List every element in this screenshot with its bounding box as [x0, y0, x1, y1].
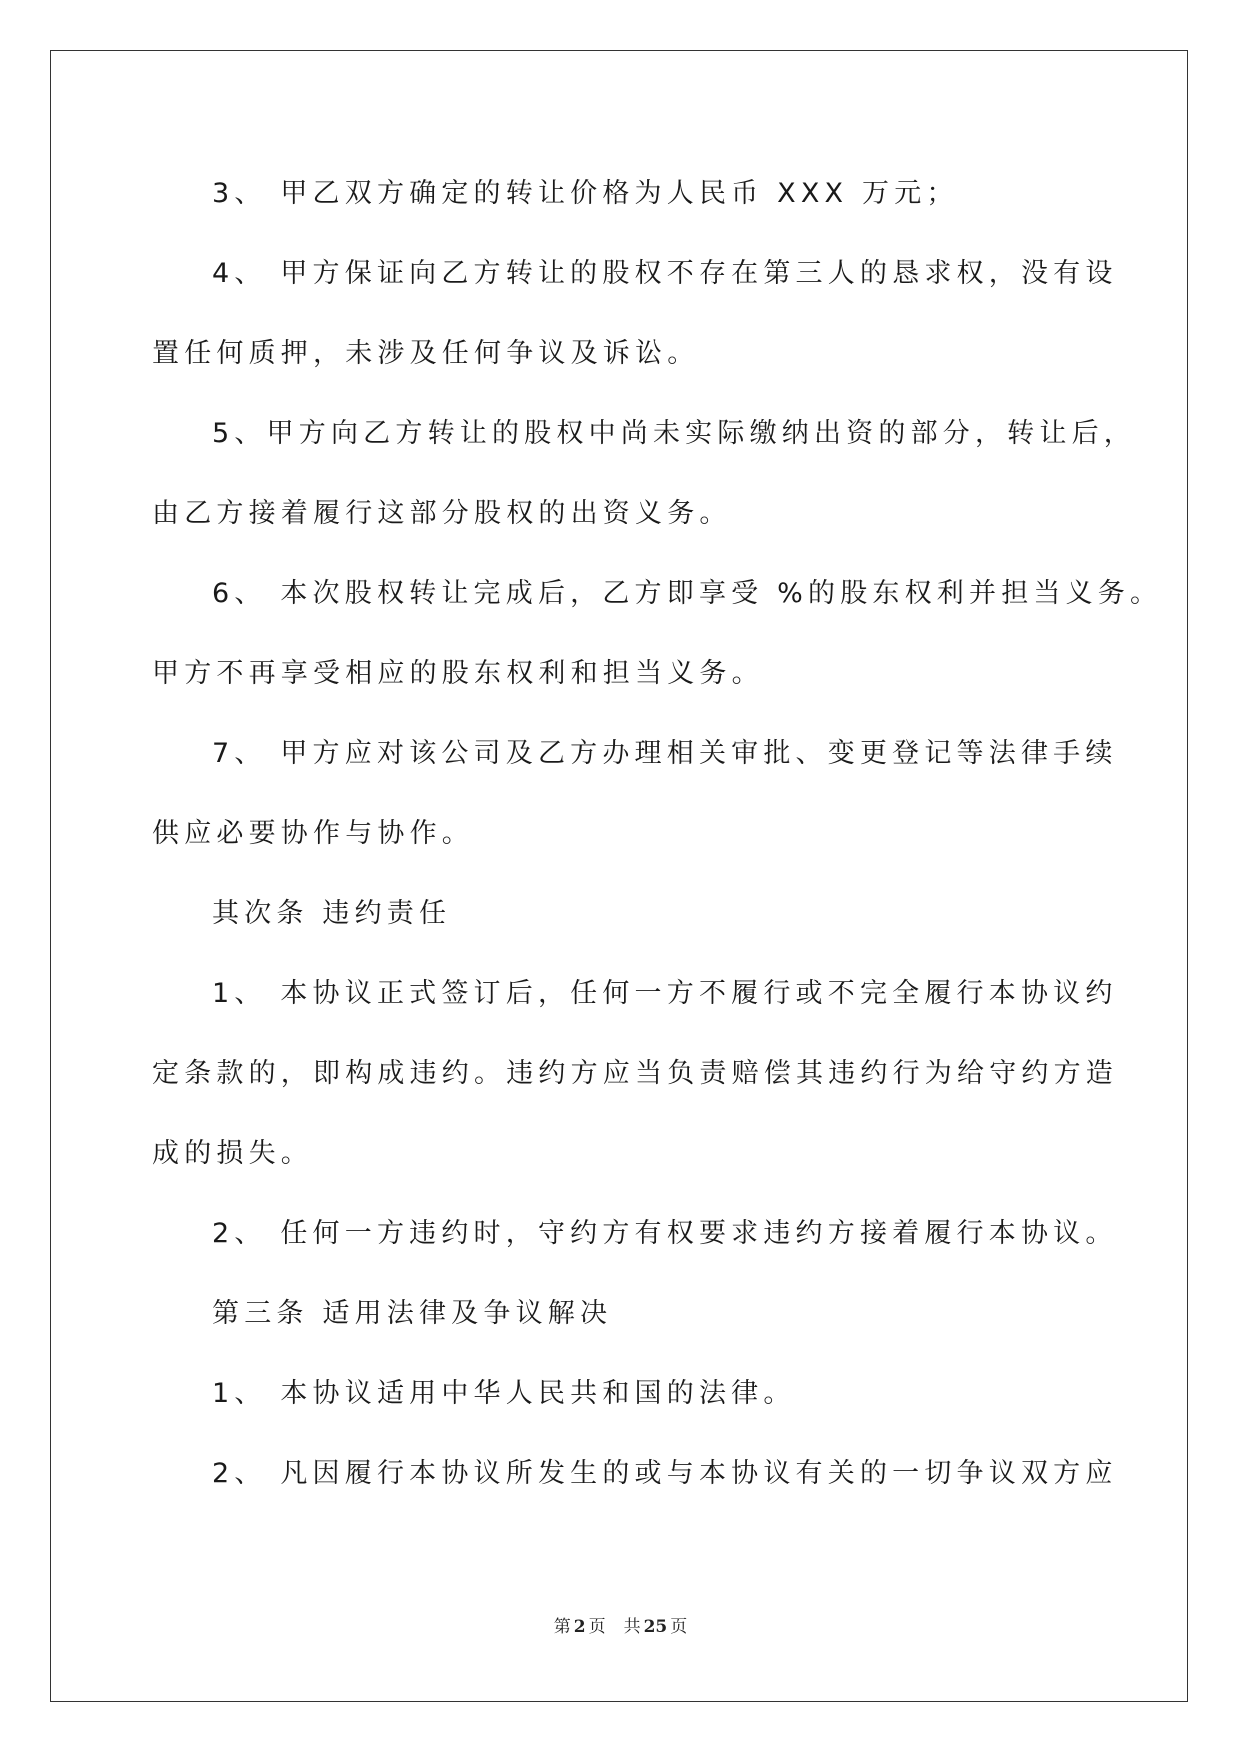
text-line: 成的损失。	[152, 1138, 313, 1169]
page-prefix: 第	[553, 1617, 571, 1637]
text-line: 定条款的，即构成违约。违约方应当负责赔偿其违约行为给守约方造	[152, 1058, 1118, 1089]
total-prefix: 共	[623, 1617, 641, 1637]
text-line: 甲方不再享受相应的股东权利和担当义务。	[152, 658, 764, 689]
total-suffix: 页	[670, 1617, 688, 1637]
total-pages: 25	[643, 1617, 668, 1637]
text-line: 2、 凡因履行本协议所发生的或与本协议有关的一切争议双方应	[212, 1458, 1118, 1489]
section-heading: 第三条 适用法律及争议解决	[212, 1298, 613, 1329]
page-suffix: 页	[588, 1617, 606, 1637]
text-line: 由乙方接着履行这部分股权的出资义务。	[152, 498, 732, 529]
section-heading: 其次条 违约责任	[212, 898, 452, 929]
page-footer	[0, 1612, 1241, 1637]
text-line: 1、 本协议正式签订后，任何一方不履行或不完全履行本协议约	[212, 978, 1118, 1009]
page-border	[50, 50, 1188, 1702]
text-line: 4、 甲方保证向乙方转让的股权不存在第三人的恳求权，没有设	[212, 258, 1118, 289]
text-line: 3、 甲乙双方确定的转让价格为人民币 XXX 万元；	[212, 178, 959, 209]
text-line: 置任何质押，未涉及任何争议及诉讼。	[152, 338, 700, 369]
text-line: 2、 任何一方违约时，守约方有权要求违约方接着履行本协议。	[212, 1218, 1118, 1249]
text-line: 供应必要协作与协作。	[152, 818, 474, 849]
text-line: 5、甲方向乙方转让的股权中尚未实际缴纳出资的部分，转让后，	[212, 418, 1136, 449]
text-line: 6、 本次股权转让完成后，乙方即享受 %的股东权利并担当义务。	[212, 578, 1163, 609]
text-line: 1、 本协议适用中华人民共和国的法律。	[212, 1378, 796, 1409]
text-line: 7、 甲方应对该公司及乙方办理相关审批、变更登记等法律手续	[212, 738, 1118, 769]
page-number: 2	[573, 1617, 586, 1637]
